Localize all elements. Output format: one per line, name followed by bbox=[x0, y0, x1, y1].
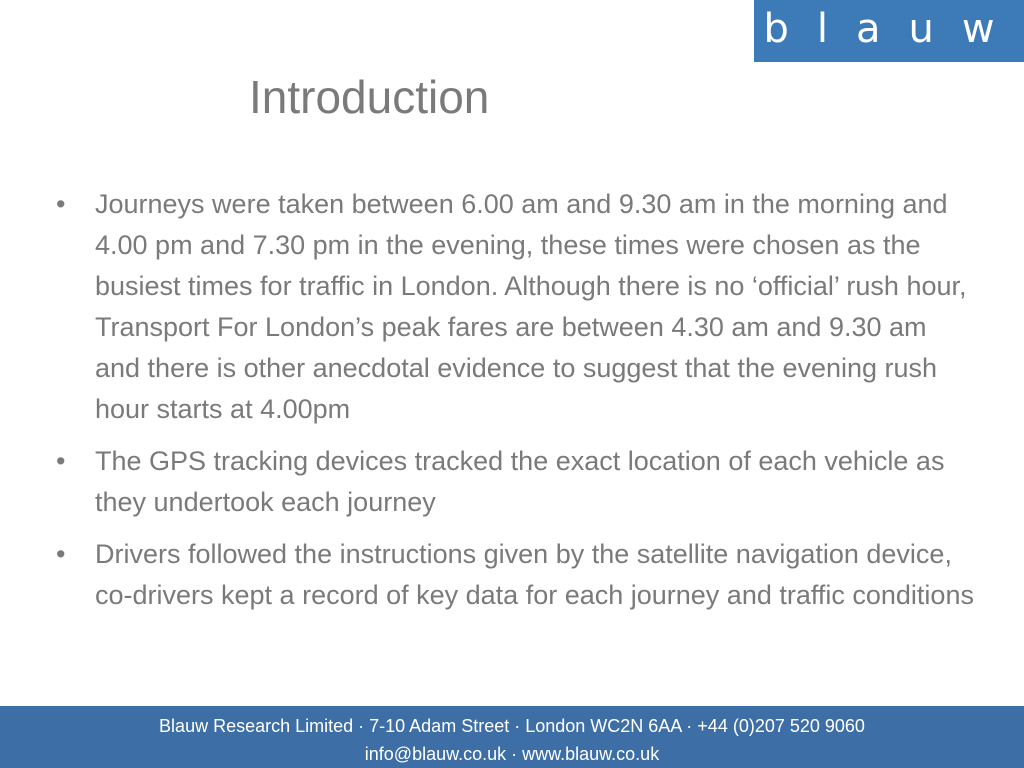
bullet-item bbox=[54, 534, 974, 616]
footer-address: Blauw Research Limited · 7-10 Adam Street · London WC2N 6AA · +44 (0)207 520 9060 bbox=[159, 716, 865, 736]
blauw-logo bbox=[754, 0, 1024, 62]
bullet-text: The GPS tracking devices tracked the exact location of each vehicle as they undertook each journey bbox=[95, 446, 945, 517]
bullet-dot-icon: • bbox=[56, 539, 66, 569]
bullet-text: Drivers followed the instructions given by the satellite navigation device, co-drivers kept a record of key data for each journey and traffic conditions bbox=[95, 539, 974, 610]
slide-title: Introduction bbox=[249, 71, 490, 123]
bullet-dot-icon: • bbox=[56, 189, 66, 219]
logo-text: blauw bbox=[763, 6, 1023, 52]
bullet-text: Journeys were taken between 6.00 am and 9.30 am in the morning and 4.00 pm and 7.30 pm in the evening, these times were chosen as the busiest times for traffic in London. Although there is no ‘official’ rush hour, Transport For London’s peak fares are between 4.30 am and 9.30 am and there is other anecdotal evidence to suggest that the evening rush hour starts at 4.00pm bbox=[95, 189, 967, 424]
bullet-item bbox=[54, 184, 974, 430]
footer-contact: info@blauw.co.uk · www.blauw.co.uk bbox=[364, 744, 660, 764]
footer bbox=[0, 706, 1024, 768]
bullet-list bbox=[54, 184, 974, 627]
bullet-dot-icon: • bbox=[56, 446, 66, 476]
bullet-item bbox=[54, 441, 974, 523]
